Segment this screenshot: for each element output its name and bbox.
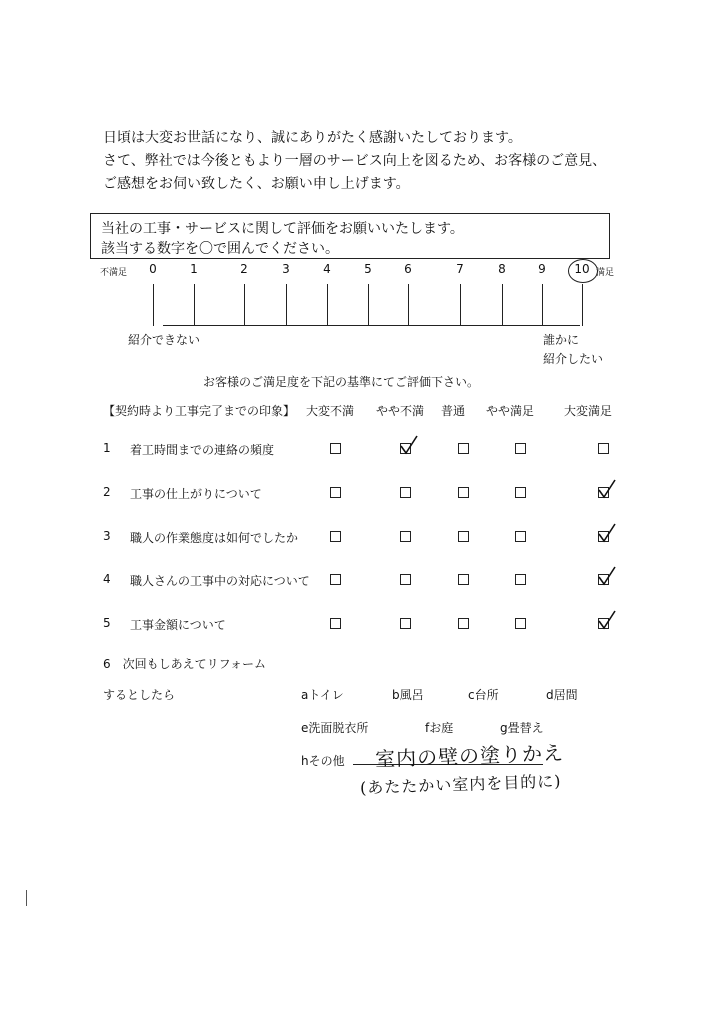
rating-checkbox[interactable]	[458, 443, 469, 454]
column-header-1: やや不満	[376, 404, 425, 418]
row-label: 着工時間までの連絡の頻度	[130, 443, 275, 457]
scale-tick-3	[286, 284, 287, 326]
scale-tick-1	[194, 284, 195, 326]
scale-tick-9	[542, 284, 543, 326]
rating-checkbox[interactable]	[330, 618, 341, 629]
scale-tick-4	[327, 284, 328, 326]
row-label: 職人さんの工事中の対応について	[130, 574, 310, 588]
scale-number-8[interactable]: 8	[498, 262, 506, 276]
low-caption: 紹介できない	[128, 333, 201, 347]
rating-checkbox[interactable]	[515, 574, 526, 585]
option-e: e洗面脱衣所	[301, 721, 369, 735]
rating-checkbox[interactable]	[515, 487, 526, 498]
scale-tick-2	[244, 284, 245, 326]
scale-tick-6	[408, 284, 409, 326]
scale-tick-5	[368, 284, 369, 326]
handwritten-answer-2: (あたたかい室内を目的に)	[359, 771, 562, 798]
option-d: d居間	[546, 688, 578, 702]
scale-number-4[interactable]: 4	[323, 262, 331, 276]
option-f: fお庭	[425, 721, 454, 735]
table-heading: 【契約時より工事完了までの印象】	[103, 404, 296, 418]
rating-checkbox[interactable]	[400, 531, 411, 542]
row-number: 2	[103, 485, 111, 499]
high-caption-1: 誰かに	[543, 333, 580, 347]
section2-title: お客様のご満足度を下記の基準にてご評価下さい。	[203, 375, 480, 389]
option-g: g畳替え	[500, 721, 544, 735]
rating-checkbox[interactable]	[330, 487, 341, 498]
check-mark-icon	[398, 434, 420, 456]
rating-checkbox[interactable]	[598, 443, 609, 454]
intro-line-3: ご感想をお伺い致したく、お願い申し上げます。	[103, 176, 410, 192]
scale-number-5[interactable]: 5	[364, 262, 372, 276]
instruction-box	[90, 213, 610, 259]
row-number: 4	[103, 572, 111, 586]
column-header-3: やや満足	[486, 404, 535, 418]
q6-line-1: 6 次回もしあえてリフォーム	[103, 657, 267, 671]
row-number: 1	[103, 441, 111, 455]
rating-checkbox[interactable]	[330, 531, 341, 542]
column-header-4: 大変満足	[564, 404, 613, 418]
check-mark-icon	[596, 522, 618, 544]
rating-checkbox[interactable]	[400, 574, 411, 585]
scale-tick-8	[502, 284, 503, 326]
rating-checkbox[interactable]	[458, 618, 469, 629]
scale-baseline	[163, 325, 580, 326]
scale-number-1[interactable]: 1	[190, 262, 198, 276]
rating-checkbox[interactable]	[515, 531, 526, 542]
option-b: b風呂	[392, 688, 424, 702]
row-label: 工事金額について	[130, 618, 226, 632]
row-label: 職人の作業態度は如何でしたか	[130, 531, 299, 545]
instruction-line-1: 当社の工事・サービスに関して評価をお願いいたします。	[101, 221, 464, 237]
option-h-label: hその他	[301, 754, 345, 768]
row-number: 5	[103, 616, 111, 630]
scale-number-2[interactable]: 2	[240, 262, 248, 276]
column-header-0: 大変不満	[306, 404, 355, 418]
rating-checkbox[interactable]	[515, 443, 526, 454]
scale-right-label: 満足	[596, 268, 615, 278]
rating-checkbox[interactable]	[400, 487, 411, 498]
row-label: 工事の仕上がりについて	[130, 487, 262, 501]
option-c: c台所	[468, 688, 499, 702]
check-mark-icon	[596, 565, 618, 587]
handwritten-answer-1: 室内の壁の塗りかえ	[374, 740, 565, 772]
rating-checkbox[interactable]	[515, 618, 526, 629]
scale-number-6[interactable]: 6	[404, 262, 412, 276]
rating-checkbox[interactable]	[458, 574, 469, 585]
rating-checkbox[interactable]	[458, 531, 469, 542]
scale-tick-10	[582, 284, 583, 326]
scale-tick-7	[460, 284, 461, 326]
margin-mark	[26, 890, 27, 906]
option-a: aトイレ	[301, 688, 344, 702]
row-number: 3	[103, 529, 111, 543]
instruction-line-2: 該当する数字を〇で囲んでください。	[101, 241, 339, 257]
scale-number-10[interactable]: 10	[574, 262, 590, 276]
scale-number-7[interactable]: 7	[456, 262, 464, 276]
column-header-2: 普通	[441, 404, 466, 418]
scale-number-9[interactable]: 9	[538, 262, 546, 276]
scale-number-0[interactable]: 0	[149, 262, 157, 276]
intro-line-1: 日頃は大変お世話になり、誠にありがたく感謝いたしております。	[103, 130, 522, 146]
check-mark-icon	[596, 609, 618, 631]
check-mark-icon	[596, 478, 618, 500]
scale-tick-0	[153, 284, 154, 326]
scale-left-label: 不満足	[100, 268, 128, 278]
intro-line-2: さて、弊社では今後ともより一層のサービス向上を図るため、お客様のご意見、	[103, 153, 607, 169]
scale-number-3[interactable]: 3	[282, 262, 290, 276]
rating-checkbox[interactable]	[330, 443, 341, 454]
q6-line-2: するとしたら	[103, 688, 176, 702]
rating-checkbox[interactable]	[330, 574, 341, 585]
rating-checkbox[interactable]	[400, 618, 411, 629]
rating-checkbox[interactable]	[458, 487, 469, 498]
high-caption-2: 紹介したい	[543, 352, 604, 366]
